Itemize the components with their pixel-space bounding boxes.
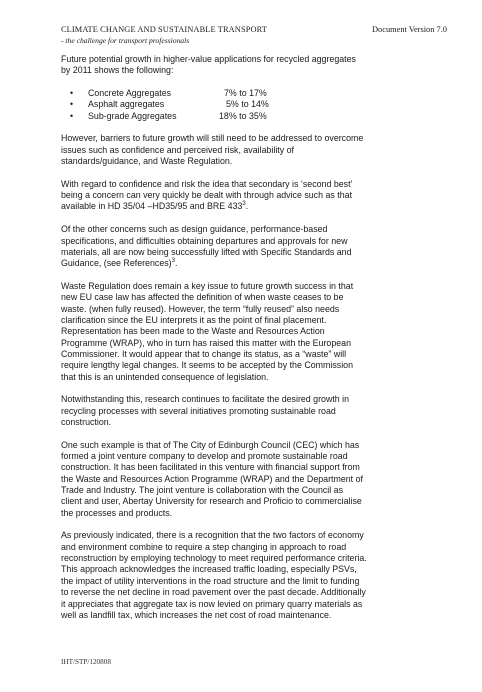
text-line: construction. It has been facilitated in this venture with financial support from: [61, 462, 360, 473]
text-line: However, barriers to future growth will still need to be addressed to overcome: [61, 133, 364, 144]
list-item-value: 7% to 17%: [224, 88, 267, 99]
reference-superscript: 3: [171, 258, 175, 265]
header-title: CLIMATE CHANGE AND SUSTAINABLE TRANSPORT: [61, 25, 268, 34]
text-line: Future potential growth in higher-value applications for recycled aggregates: [61, 54, 356, 64]
paragraph-waste-regulation: [61, 281, 433, 383]
text-line: the processes and products.: [61, 507, 173, 518]
text-line: waste. (when fully reused). However, the term “fully reused” also needs: [61, 303, 340, 314]
text-line: This approach acknowledges the increased traffic loading, especially PSVs,: [61, 564, 357, 575]
text-line: the Waste and Resources Action Programme (WRAP) and the Department of: [61, 473, 363, 484]
text-line: Representation has been made to the Waste and Resources Action: [61, 326, 325, 337]
text-line: Of the other concerns such as design guidance, performance-based: [61, 224, 328, 235]
document-body: [61, 54, 433, 621]
text-line: materials, all are now being successfully lifted with Specific Standards and: [61, 246, 352, 257]
aggregate-growth-list: [61, 88, 433, 122]
text-line: recycling processes with several initiatives promoting sustainable road: [61, 405, 336, 416]
paragraph-confidence: [61, 179, 433, 213]
list-item-value: 5% to 14%: [226, 99, 269, 110]
text-line: available in HD 35/04 –HD35/95 and BRE 433: [61, 201, 243, 212]
paragraph-economy-environment: [61, 530, 433, 621]
bullet-icon: •: [70, 110, 74, 121]
reference-superscript: 3: [242, 201, 246, 208]
text-line: issues such as confidence and perceived risk, availability of: [61, 144, 295, 155]
text-line: and environment combine to require a step changing in approach to road: [61, 541, 347, 552]
text-line: clarification since the EU interprets it as the point of final placement.: [61, 314, 327, 325]
text-line-end: .: [245, 201, 249, 212]
text-line: new EU case law has affected the definition of when waste ceases to be: [61, 292, 344, 303]
list-item: [61, 111, 433, 122]
header-subtitle: - the challenge for transport professionals: [61, 36, 190, 45]
text-line: Trade and Industry. The joint venture is collaboration with the Council as: [61, 485, 344, 496]
text-line: reconstruction by employing technology to meet required performance criteria.: [61, 553, 367, 564]
paragraph-barriers: [61, 133, 433, 167]
text-line: Notwithstanding this, research continues to facilitate the desired growth in: [61, 394, 350, 405]
text-line: client and user, Abertay University for research and Proficio to commercialise: [61, 496, 362, 507]
text-line: construction.: [61, 417, 112, 427]
text-line: As previously indicated, there is a recognition that the two factors of economy: [61, 530, 364, 541]
text-line: Programme (WRAP), who in turn has raised this matter with the European: [61, 337, 351, 348]
text-line: to reverse the net decline in road pavement over the past decade. Additionally: [61, 587, 366, 598]
text-line: Commissioner. It would appear that to change its status, as a “waste” will: [61, 348, 347, 359]
text-line: Guidance, (see References): [61, 258, 172, 269]
list-item-label: Concrete Aggregates: [88, 88, 172, 99]
text-line: With regard to confidence and risk the idea that secondary is ‘second best’: [61, 178, 353, 189]
document-footer: IHT/STP/120808: [61, 658, 111, 666]
bullet-icon: •: [70, 99, 74, 110]
paragraph-other-concerns: [61, 224, 433, 269]
text-line: standards/guidance, and Waste Regulation.: [61, 156, 233, 167]
bullet-icon: •: [70, 88, 74, 99]
text-line: specifications, and difficulties obtaining departures and approvals for new: [61, 235, 348, 246]
list-item: [61, 99, 433, 110]
text-line: it appreciates that aggregate tax is now levied on primary quarry materials as: [61, 598, 363, 609]
document-version: Document Version 7.0: [372, 25, 447, 34]
document-header: [61, 24, 267, 46]
list-item-label: Sub-grade Aggregates: [88, 110, 177, 121]
text-line: that this is an unintended consequence of legislation.: [61, 371, 269, 382]
paragraph-growth-intro: [61, 54, 433, 77]
text-line: being a concern can very quickly be dealt with through advice such as that: [61, 190, 353, 201]
text-line: well as landfill tax, which increases the net cost of road maintenance.: [61, 609, 332, 620]
text-line: formed a joint venture company to develop and promote sustainable road: [61, 451, 348, 462]
text-line: require lengthy legal changes. It seems to be accepted by the Commission: [61, 360, 354, 371]
text-line: by 2011 shows the following:: [61, 65, 174, 76]
text-line: Waste Regulation does remain a key issue to future growth success in that: [61, 280, 354, 291]
paragraph-research: [61, 394, 433, 428]
text-line-end: .: [174, 258, 178, 269]
list-item-label: Asphalt aggregates: [88, 99, 165, 110]
text-line: One such example is that of The City of Edinburgh Council (CEC) which has: [61, 439, 360, 450]
list-item: [61, 88, 433, 99]
list-item-value: 18% to 35%: [219, 110, 267, 121]
paragraph-edinburgh-example: [61, 440, 433, 519]
text-line: the impact of utility interventions in the road structure and the limit to funding: [61, 575, 360, 586]
